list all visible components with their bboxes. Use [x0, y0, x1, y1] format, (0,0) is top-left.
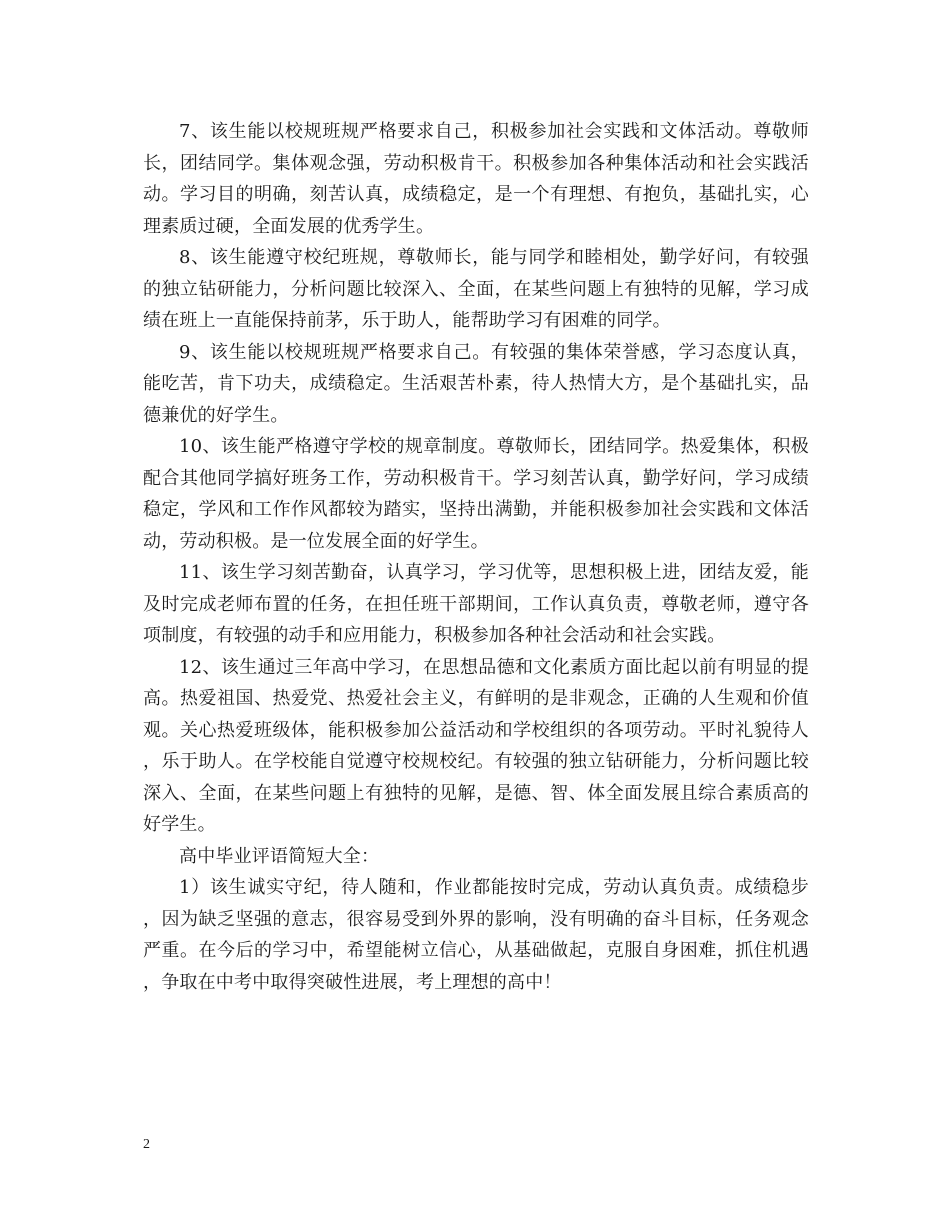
paragraph-8: 8、该生能遵守校纪班规，尊敬师长，能与同学和睦相处，勤学好问，有较强的独立钻研能力，分析问题比较深入、全面，在某些问题上有独特的见解，学习成绩在班上一直能保持前茅，乐于助人，能帮助学习有困难的同学。: [143, 247, 809, 331]
paragraph-7: 7、该生能以校规班规严格要求自己，积极参加社会实践和文体活动。尊敬师长，团结同学。集体观念强，劳动积极肯干。积极参加各种集体活动和社会实践活动。学习目的明确，刻苦认真，成绩稳定，是一个有理想、有抱负，基础扎实，心理素质过硬，全面发展的优秀学生。: [143, 121, 809, 237]
paragraph-10: 10、该生能严格遵守学校的规章制度。尊敬师长，团结同学。热爱集体，积极配合其他同学搞好班务工作，劳动积极肯干。学习刻苦认真，勤学好问，学习成绩稳定，学风和工作作风都较为踏实，坚持出满勤，并能积极参加社会实践和文体活动，劳动积极。是一位发展全面的好学生。: [143, 436, 809, 552]
paragraph-11: 11、该生学习刻苦勤奋，认真学习，学习优等，思想积极上进，团结友爱，能及时完成老师布置的任务，在担任班干部期间，工作认真负责，尊敬老师，遵守各项制度，有较强的动手和应用能力，积极参加各种社会活动和社会实践。: [143, 562, 809, 646]
paragraph-1: 1）该生诚实守纪，待人随和，作业都能按时完成，劳动认真负责。成绩稳步，因为缺乏坚强的意志，很容易受到外界的影响，没有明确的奋斗目标，任务观念严重。在今后的学习中，希望能树立信心，从基础做起，克服自身困难，抓住机遇，争取在中考中取得突破性进展，考上理想的高中！: [143, 877, 809, 993]
paragraph-12: 12、该生通过三年高中学习，在思想品德和文化素质方面比起以前有明显的提高。热爱祖国、热爱党、热爱社会主义，有鲜明的是非观念，正确的人生观和价值观。关心热爱班级体，能积极参加公益活动和学校组织的各项劳动。平时礼貌待人，乐于助人。在学校能自觉遵守校规校纪。有较强的独立钻研能力，分析问题比较深入、全面，在某些问题上有独特的见解，是德、智、体全面发展且综合素质高的好学生。: [143, 656, 809, 835]
section-heading: 高中毕业评语简短大全：: [179, 845, 380, 867]
page-number: 2: [143, 1137, 150, 1152]
body-text: [143, 116, 809, 998]
paragraph-9: 9、该生能以校规班规严格要求自己。有较强的集体荣誉感，学习态度认真，能吃苦，肯下功夫，成绩稳定。生活艰苦朴素，待人热情大方，是个基础扎实，品德兼优的好学生。: [143, 341, 809, 426]
